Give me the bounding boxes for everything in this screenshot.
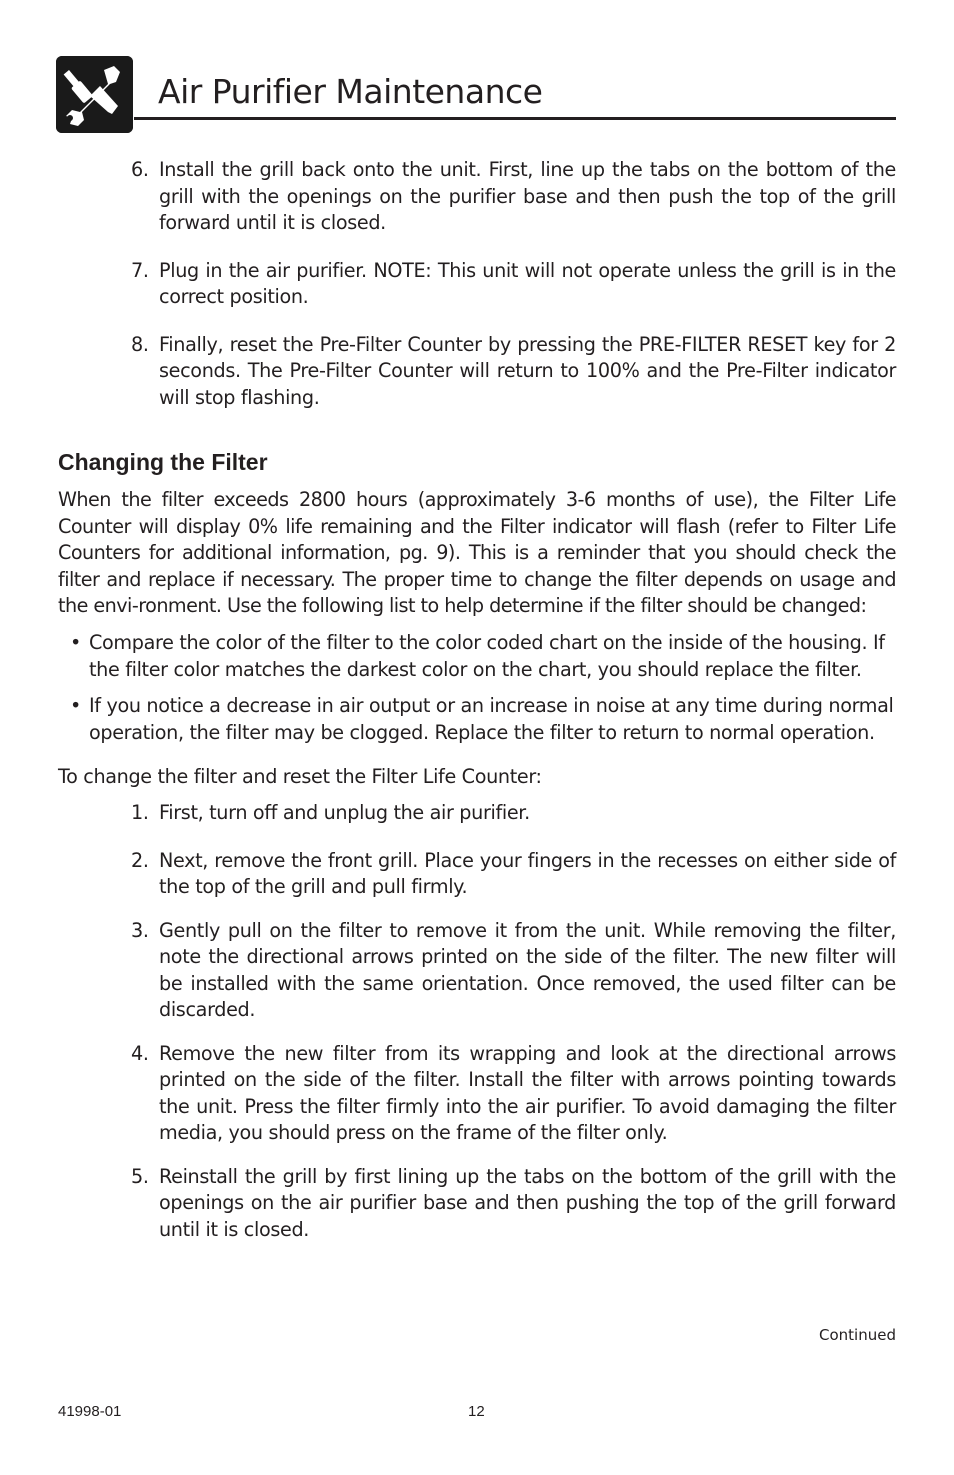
step-text: Next, remove the front grill. Place your fingers in the recesses on either side of the top of the grill and pull firmly. [159,848,896,898]
step-text: Gently pull on the filter to remove it from the unit. While removing the filter, note the directional arrows printed on the side of the filter. The new filter will be installed with the same orientation. Once removed, the used filter can be discarded. [159,918,896,1021]
step-text: Remove the new filter from its wrapping and look at the directional arrows printed on the side of the filter. Install the filter with arrows pointing towards the unit. Press the filter firmly into the air purifier. To avoid damaging the filter media, you should press on the frame of the filter only. [159,1041,896,1144]
list-item [70,630,896,683]
step-number: 2. [131,848,149,872]
procedure-lead: To change the filter and reset the Filter Life Counter: [58,765,542,788]
list-item [131,918,896,1024]
bullet-icon: • [70,694,81,717]
list-item [131,157,896,237]
step-number: 5. [131,1164,149,1188]
continued-note: Continued [819,1326,896,1344]
bullet-text: Compare the color of the filter to the color coded chart on the inside of the housing. If the filter color matches the darkest color on the chart, you should replace the filter. [89,631,885,681]
step-text: Plug in the air purifier. NOTE: This unit will not operate unless the grill is in the correct position. [159,258,896,308]
step-text: First, turn off and unplug the air purifier. [159,801,530,824]
doc-number: 41998-01 [58,1403,122,1420]
list-item [70,693,896,746]
section-heading: Changing the Filter [58,449,268,475]
top-steps-list [131,157,896,411]
bullet-list [70,630,896,746]
step-number: 1. [131,801,149,824]
list-item [131,332,896,412]
step-text: Reinstall the grill by first lining up the tabs on the bottom of the grill with the openings on the air purifier base and then pushing the top of the grill forward until it is closed. [159,1164,896,1241]
step-number: 8. [131,332,149,356]
step-number: 3. [131,918,149,942]
step-number: 7. [131,258,149,282]
page-number: 12 [468,1403,485,1420]
procedure-steps-list [131,800,896,1243]
list-item [131,848,896,901]
bullet-text: If you notice a decrease in air output or an increase in noise at any time during normal operation, the filter may be clogged. Replace the filter to return to normal operation. [89,694,894,744]
list-item [131,1041,896,1147]
bullet-icon: • [70,631,81,654]
step-text: Finally, reset the Pre-Filter Counter by pressing the PRE-FILTER RESET key for 2 seconds. The Pre-Filter Counter will return to 100% and the Pre-Filter indicator will stop flashing. [159,332,896,409]
step-text: Install the grill back onto the unit. First, line up the tabs on the bottom of the grill with the openings on the purifier base and then push the top of the grill forward until it is closed. [159,158,896,234]
title-divider [134,117,896,120]
step-number: 6. [131,158,149,181]
tools-wrench-icon [56,56,133,133]
page-title: Air Purifier Maintenance [158,72,543,111]
step-number: 4. [131,1041,149,1065]
list-item [131,1164,896,1244]
section-intro: When the filter exceeds 2800 hours (approximately 3-6 months of use), the Filter Life Counter will display 0% life remaining and the Filter indicator will flash (refer to Filter Life Counters for additional information, pg. 9). This is a reminder that you should check the filter and replace if necessary. The proper time to change the filter depends on usage and the envi-ronment. Use the following list to help determine if the filter should be changed: [58,488,896,617]
list-item [131,800,896,827]
list-item [131,258,896,311]
